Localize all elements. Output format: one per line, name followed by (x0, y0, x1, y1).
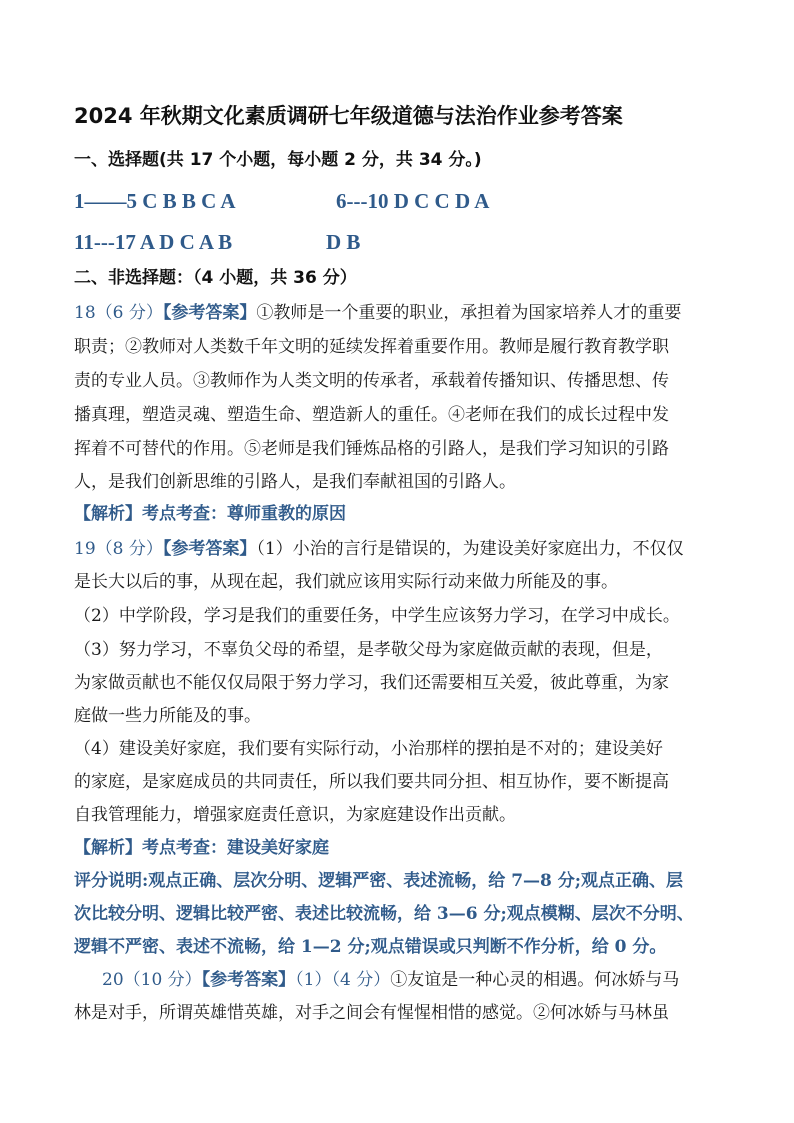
q19-score-line3: 逻辑不严密、表述不流畅，给 1—2 分;观点错误或只判断不作分析，给 0 分。 (74, 937, 667, 957)
q19-line7: （4）建设美好家庭，我们要有实际行动，小治那样的摆拍是不对的；建设美好 (74, 739, 663, 759)
section2-heading: 二、非选择题：（4 小题，共 36 分） (74, 268, 357, 288)
answers-row1-b: 6---10 D C C D A (336, 189, 490, 213)
answers-row2-b: D B (326, 230, 361, 254)
q18-prefix: 18（6 分） (74, 303, 163, 323)
q19-line3: （2）中学阶段，学习是我们的重要任务，中学生应该努力学习，在学习中成长。 (74, 606, 680, 626)
answers-row2-a: 11---17 A D C A B (74, 230, 233, 254)
q18-line3: 责的专业人员。③教师作为人类文明的传承者，承载着传播知识、传播思想、传 (74, 371, 669, 391)
q20-text1: ①友谊是一种心灵的相遇。何冰娇与马 (390, 970, 680, 990)
answers-row1-a: 1——5 C B B C A (74, 189, 236, 213)
q19-score-line2: 次比较分明、逻辑比较严密、表述比较流畅，给 3—6 分;观点模糊、层次不分明、 (74, 904, 694, 924)
q20-prefix: 20（10 分） (102, 970, 202, 990)
q18-line6: 人，是我们创新思维的引路人，是我们奉献祖国的引路人。 (74, 472, 516, 492)
q20-sub: （1）（4 分） (295, 970, 391, 990)
q18-tag: 【参考答案】 (162, 303, 257, 323)
q18-line2: 职责；②教师对人类数千年文明的延续发挥着重要作用。教师是履行教育教学职 (74, 337, 669, 357)
q19-score-line1: 评分说明:观点正确、层次分明、逻辑严密、表述流畅，给 7—8 分;观点正确、层 (74, 871, 684, 891)
q18-text1: ①教师是一个重要的职业，承担着为国家培养人才的重要 (256, 303, 682, 323)
q19-line4: （3）努力学习，不辜负父母的希望，是孝敬父母为家庭做贡献的表现，但是， (74, 640, 663, 660)
q19-line1 (74, 537, 684, 561)
q19-analysis: 【解析】考点考查：建设美好家庭 (74, 838, 329, 858)
q19-line8: 的家庭，是家庭成员的共同责任，所以我们要共同分担、相互协作，要不断提高 (74, 772, 669, 792)
q18-line5: 挥着不可替代的作用。⑤老师是我们锤炼品格的引路人，是我们学习知识的引路 (74, 439, 669, 459)
q19-line6: 庭做一些力所能及的事。 (74, 706, 261, 726)
q18-analysis: 【解析】考点考查：尊师重教的原因 (74, 504, 346, 524)
section1-heading: 一、选择题(共 17 个小题，每小题 2 分，共 34 分。) (74, 150, 482, 170)
page-title: 2024 年秋期文化素质调研七年级道德与法治作业参考答案 (74, 104, 623, 128)
q20-tag: 【参考答案】 (201, 970, 296, 990)
q20-line1 (102, 968, 679, 992)
q19-tag: 【参考答案】 (162, 539, 257, 559)
q19-line9: 自我管理能力，增强家庭责任意识，为家庭建设作出贡献。 (74, 805, 516, 825)
q19-prefix: 19（8 分） (74, 539, 163, 559)
q19-line2: 是长大以后的事，从现在起，我们就应该用实际行动来做力所能及的事。 (74, 572, 618, 592)
q18-line4: 播真理，塑造灵魂、塑造生命、塑造新人的重任。④老师在我们的成长过程中发 (74, 405, 669, 425)
q19-text1: （1）小治的言行是错误的，为建设美好家庭出力，不仅仅 (256, 539, 684, 559)
q19-line5: 为家做贡献也不能仅仅局限于努力学习，我们还需要相互关爱，彼此尊重，为家 (74, 673, 669, 693)
q20-line2: 林是对手，所谓英雄惜英雄，对手之间会有惺惺相惜的感觉。②何冰娇与马林虽 (74, 1003, 669, 1023)
q18-line1 (74, 301, 681, 325)
